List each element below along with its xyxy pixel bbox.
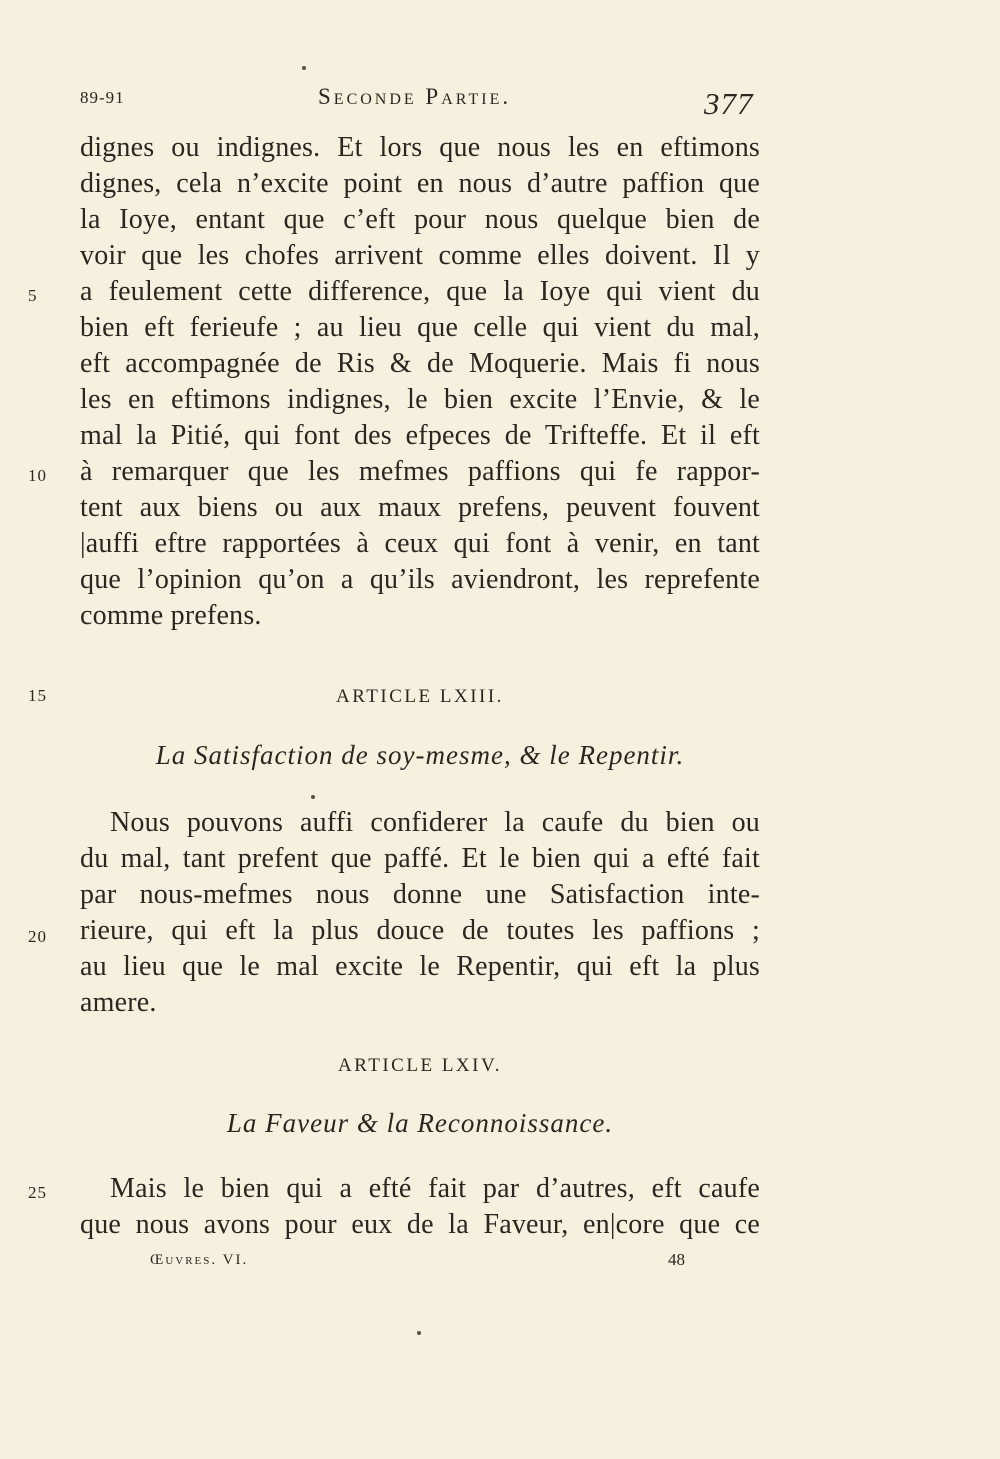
text-line: Mais le bien qui a efté fait par d’autres, eft caufe bbox=[110, 1173, 760, 1204]
text-line: tent aux biens ou aux maux prefens, peuvent fouvent bbox=[80, 492, 760, 523]
text-line: au lieu que le mal excite le Repentir, qui eft la plus bbox=[80, 951, 760, 982]
text-line: comme prefens. bbox=[80, 600, 262, 631]
line-number-20: 20 bbox=[28, 927, 47, 946]
text-line: que nous avons pour eux de la Faveur, en|core que ce bbox=[80, 1209, 760, 1240]
text-line: dignes, cela n’excite point en nous d’autre paffion que bbox=[80, 168, 760, 199]
footer-signature: 48 bbox=[668, 1250, 685, 1269]
page-number: 377 bbox=[704, 86, 754, 121]
text-line: a feulement cette difference, que la Ioye qui vient du bbox=[80, 276, 760, 307]
text-line: les en eftimons indignes, le bien excite l’Envie, & le bbox=[80, 384, 760, 415]
header-running-title: Seconde Partie. bbox=[318, 84, 512, 109]
text-line: dignes ou indignes. Et lors que nous les en eftimons bbox=[80, 132, 760, 163]
text-line: amere. bbox=[80, 987, 157, 1018]
line-number-25: 25 bbox=[28, 1183, 47, 1202]
text-line: la Ioye, entant que c’eft pour nous quelque bien de bbox=[80, 204, 760, 235]
article-title: La Faveur & la Reconnoissance. bbox=[226, 1108, 614, 1138]
text-line: bien eft ferieufe ; au lieu que celle qui vient du mal, bbox=[80, 312, 760, 343]
header-section-range: 89-91 bbox=[80, 88, 125, 107]
ink-dot bbox=[311, 795, 315, 799]
text-line: que l’opinion qu’on a qu’ils aviendront, les reprefente bbox=[80, 564, 760, 595]
bottom-ink-dot bbox=[417, 1331, 421, 1335]
text-line: Nous pouvons auffi confiderer la caufe du bien ou bbox=[110, 807, 760, 838]
line-number-5: 5 bbox=[28, 286, 38, 305]
article-heading: ARTICLE LXIII. bbox=[336, 686, 504, 707]
text-line: rieure, qui eft la plus douce de toutes les paffions ; bbox=[80, 915, 760, 946]
text-line: |auffi eftre rapportées à ceux qui font à venir, en tant bbox=[80, 528, 760, 559]
text-line: du mal, tant prefent que paffé. Et le bien qui a efté fait bbox=[80, 843, 760, 874]
text-line: par nous-mefmes nous donne une Satisfaction inte- bbox=[80, 879, 760, 910]
footer-volume: Œuvres. VI. bbox=[150, 1252, 249, 1268]
article-heading: ARTICLE LXIV. bbox=[338, 1055, 502, 1076]
line-number-15: 15 bbox=[28, 686, 47, 705]
line-number-10: 10 bbox=[28, 466, 47, 485]
top-ink-dot bbox=[302, 66, 306, 70]
text-line: eft accompagnée de Ris & de Moquerie. Mais fi nous bbox=[80, 348, 760, 379]
article-title: La Satisfaction de soy-mesme, & le Repentir. bbox=[155, 740, 685, 770]
text-line: mal la Pitié, qui font des efpeces de Trifteffe. Et il eft bbox=[80, 420, 760, 451]
text-line: voir que les chofes arrivent comme elles doivent. Il y bbox=[80, 240, 760, 271]
text-line: à remarquer que les mefmes paffions qui fe rappor- bbox=[80, 456, 760, 487]
